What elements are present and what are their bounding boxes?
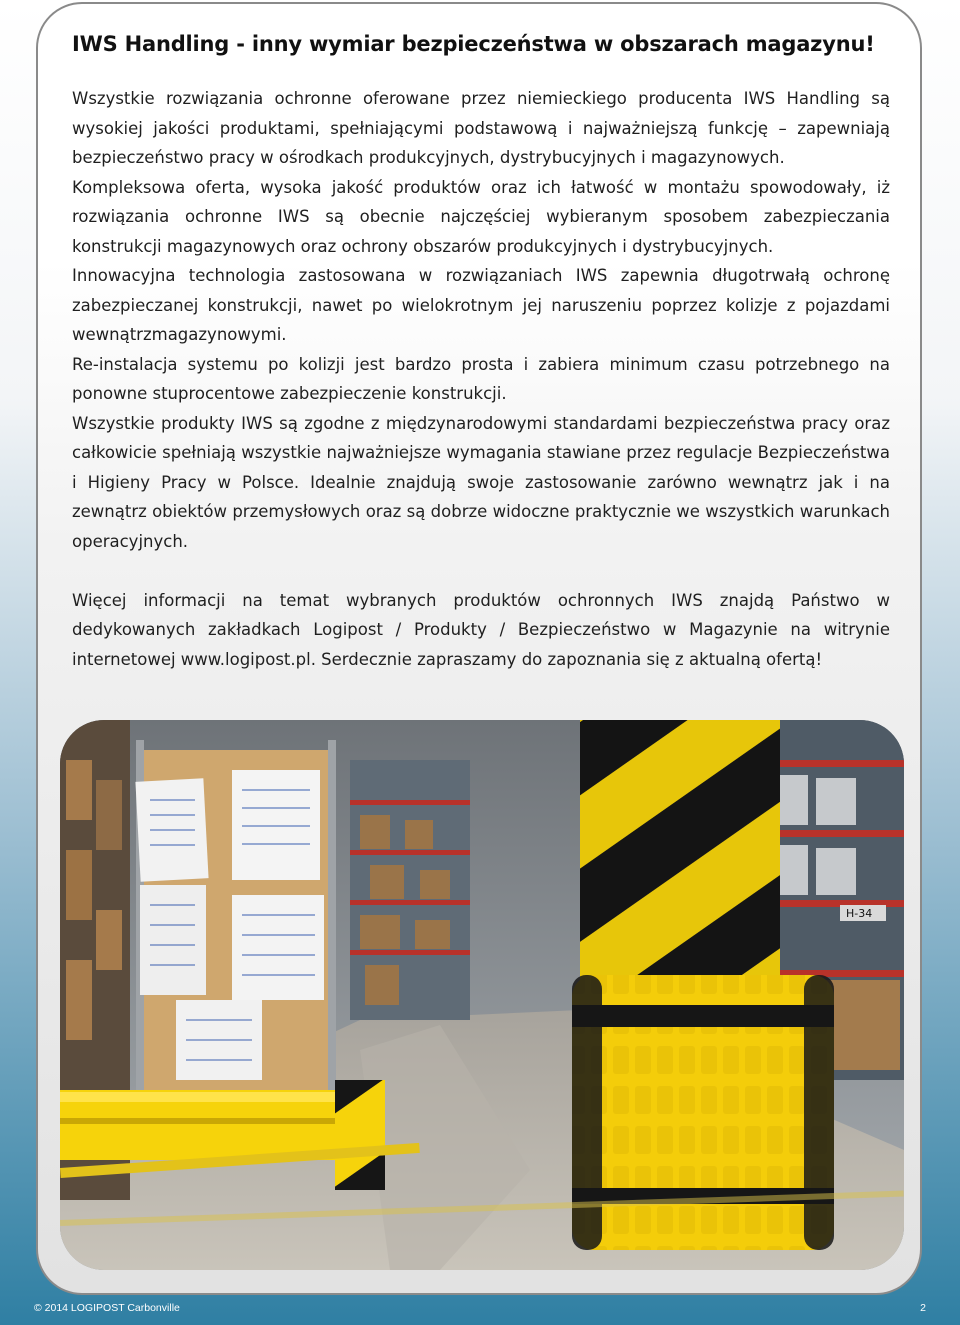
warehouse-illustration: [60, 720, 904, 1270]
footer-copyright: © 2014 LOGIPOST Carbonville: [34, 1302, 180, 1314]
paragraph: Innowacyjna technologia zastosowana w rozwiązaniach IWS zapewnia długotrwałą ochronę zabezpieczanej konstrukcji, nawet po wielokrotnym jej naruszeniu poprzez kolizje z pojazdami wewnątrzmagazynowymi.: [72, 266, 890, 344]
paragraph: Wszystkie rozwiązania ochronne oferowane przez niemieckiego producenta IWS Handling są wysokiej jakości produktami, spełniającymi podstawową i najważniejszą funkcję – zapewniają bezpieczeństwo pracy w ośrodkach produkcyjnych, dystrybucyjnych i magazynowych.: [72, 89, 890, 167]
footer-page-number: 2: [920, 1302, 926, 1314]
page-card: [36, 2, 922, 1295]
paragraph: Kompleksowa oferta, wysoka jakość produktów oraz ich łatwość w montażu spowodowały, iż rozwiązania ochronne IWS są obecnie najczęściej wybieranym sposobem zabezpieczania konstrukcji magazynowych oraz ochrony obszarów produkcyjnych i dystrybucyjnych.: [72, 177, 890, 256]
article-body: [72, 84, 890, 674]
paragraph: Wszystkie produkty IWS są zgodne z międzynarodowymi standardami bezpieczeństwa pracy oraz całkowicie spełniają wszystkie najważniejsze wymagania stawiane przez regulacje Bezpieczeństwa i Higieny Pracy w Polsce. Idealnie znajdują swoje zastosowanie zarówno wewnątrz jak i na zewnątrz obiektów przemysłowych oraz są dobrze widoczne praktycznie we wszystkich warunkach operacyjnych.: [72, 413, 890, 551]
page-title: IWS Handling - inny wymiar bezpieczeństwa w obszarach magazynu!: [72, 32, 875, 56]
paragraph: Więcej informacji na temat wybranych produktów ochronnych IWS znajdą Państwo w dedykowanych zakładkach Logipost / Produkty / Bezpieczeństwo w Magazynie na witrynie internetowej www.logipost.pl. Serdecznie zapraszamy do zapoznania się z aktualną ofertą!: [72, 590, 890, 669]
paragraph: Re-instalacja systemu po kolizji jest bardzo prosta i zabiera minimum czasu potrzebnego na ponowne stuprocentowe zabezpieczenie konstrukcji.: [72, 354, 890, 403]
warehouse-photo: [60, 720, 904, 1270]
rack-label: H-34: [846, 907, 873, 920]
